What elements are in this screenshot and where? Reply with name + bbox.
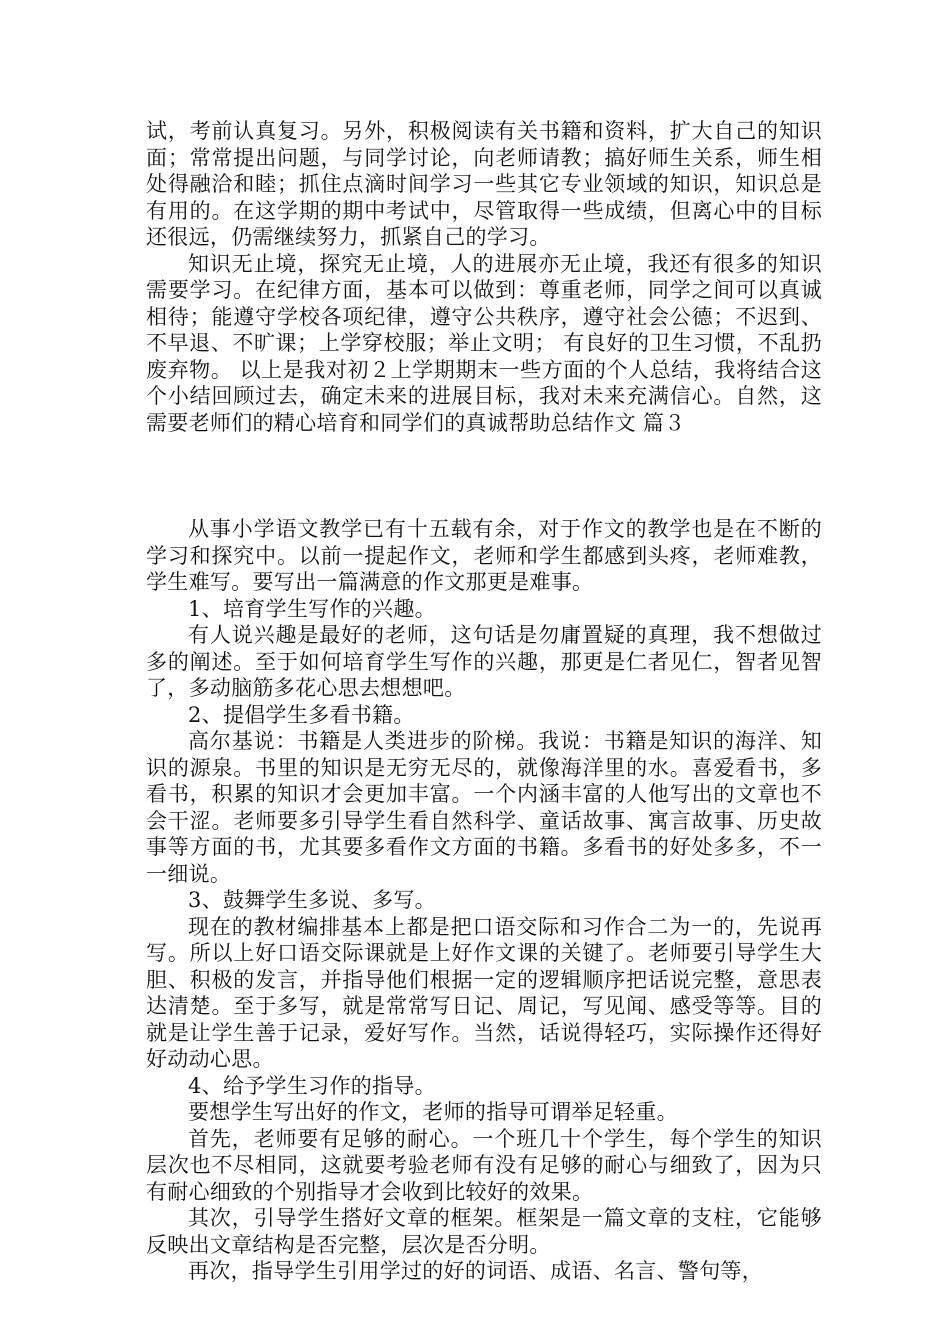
section-essay-3 [146,516,822,1285]
heading-point-3: 3、鼓舞学生多说、多写。 [188,888,436,912]
paragraph: 首先，老师要有足够的耐心。一个班几十个学生，每个学生的知识层次也不尽相同，这就要考验老师有没有足够的耐心与细致了，因为只有耐心细致的个别指导才会收到比较好的效果。 [146,1126,822,1204]
heading-point-2: 2、提倡学生多看书籍。 [188,702,415,727]
paragraph: 现在的教材编排基本上都是把口语交际和习作合二为一的，先说再写。所以上好口语交际课就是上好作文课的关键了。老师要引导学生大胆、积极的发言，并指导他们根据一定的逻辑顺序把话说完整，意思表达清楚。至于多写，就是常常写日记、周记，写见闻、感受等等。目的就是让学生善于记录，爱好写作。当然，话说得轻巧，实际操作还得好好动动心思。 [146,914,822,1071]
paragraph: 要想学生写出好的作文，老师的指导可谓举足轻重。 [188,1100,678,1124]
paragraph: 从事小学语文教学已有十五载有余，对于作文的教学也是在不断的学习和探究中。以前一提起作文，老师和学生都感到头疼，老师难教，学生难写。要写出一篇满意的作文那更是难事。 [146,517,822,594]
paragraph: 其次，引导学生搭好文章的框架。框架是一篇文章的支柱，它能够反映出文章结构是否完整，层次是否分明。 [146,1206,822,1257]
heading-point-1: 1、培育学生写作的兴趣。 [188,596,436,621]
section-continuation [146,118,822,436]
paragraph: 高尔基说：书籍是人类进步的阶梯。我说：书籍是知识的海洋、知识的源泉。书里的知识是无穷无尽的，就像海洋里的水。喜爱看书，多看书，积累的知识才会更加丰富。一个内涵丰富的人他写出的文章也不会干涩。老师要多引导学生看自然科学、童话故事、寓言故事、历史故事等方面的书，尤其要多看作文方面的书籍。多看书的好处多多，不一一细说。 [146,729,822,886]
document-page [146,118,822,1285]
paragraph: 知识无止境，探究无止境，人的进展亦无止境，我还有很多的知识需要学习。在纪律方面，基本可以做到：尊重老师，同学之间可以真诚相待；能遵守学校各项纪律，遵守公共秩序，遵守社会公德；不迟到、不早退、不旷课；上学穿校服；举止文明； 有良好的卫生习惯，不乱扔废弃物。 以上是我对初２上学期期末一些方面的个人总结，我将结合这个小结回顾过去，确定未来的进展目标，我对未来充满信心。自然，这需要老师们的精心培育和同学们的真诚帮助总结作文 篇３ [146,251,822,435]
section-gap [146,436,822,516]
paragraph: 试，考前认真复习。另外，积极阅读有关书籍和资料，扩大自己的知识面；常常提出问题，与同学讨论，向老师请教；搞好师生关系，师生相处得融洽和睦；抓住点滴时间学习一些其它专业领域的知识，知识总是有用的。在这学期的期中考试中，尽管取得一些成绩，但离心中的目标还很远，仍需继续努力，抓紧自己的学习。 [146,119,822,249]
heading-point-4: 4、给予学生习作的指导。 [188,1073,436,1098]
paragraph: 再次，指导学生引用学过的好的词语、成语、名言、警句等， [188,1259,764,1283]
paragraph: 有人说兴趣是最好的老师，这句话是勿庸置疑的真理，我不想做过多的阐述。至于如何培育学生写作的兴趣，那更是仁者见仁，智者见智了，多动脑筋多花心思去想想吧。 [146,623,822,700]
